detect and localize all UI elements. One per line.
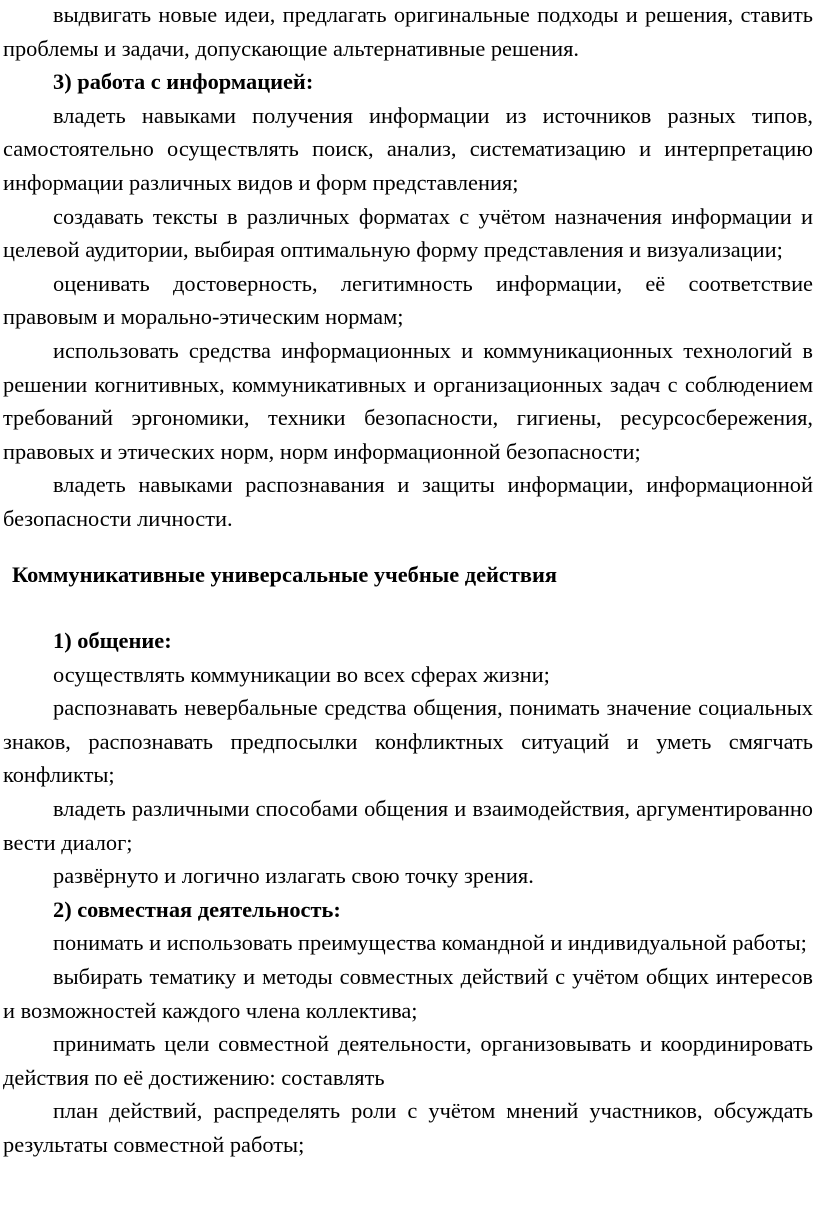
- spacer: [3, 591, 813, 624]
- section-title: Коммуникативные универсальные учебные действия: [12, 561, 557, 587]
- list-item: осуществлять коммуникации во всех сферах жизни;: [53, 661, 550, 687]
- list-item: владеть навыками получения информации из источников разных типов, самостоятельно осуществлять поиск, анализ, систематизацию и интерпретацию информации различных видов и форм представления;: [3, 102, 813, 195]
- list-item: создавать тексты в различных форматах с учётом назначения информации и целевой аудитории, выбирая оптимальную форму представления и визуализации;: [3, 203, 813, 263]
- list-item: владеть навыками распознавания и защиты информации, информационной безопасности личности.: [3, 472, 813, 531]
- heading-joint-activity: 2) совместная деятельность:: [53, 896, 341, 922]
- paragraph-intro: выдвигать новые идеи, предлагать оригинальные подходы и решения, ставить проблемы и задачи, допускающие альтернативные решения.: [3, 2, 813, 61]
- list-item: выбирать тематику и методы совместных действий с учётом общих интересов и возможностей каждого члена коллектива;: [3, 964, 813, 1023]
- heading-communication: 1) общение:: [53, 628, 172, 654]
- spacer: [3, 536, 813, 558]
- list-item: план действий, распределять роли с учётом мнений участников, обсуждать результаты совместной работы;: [3, 1098, 813, 1157]
- list-item: распознавать невербальные средства общения, понимать значение социальных знаков, распознавать предпосылки конфликтных ситуаций и уметь смягчать конфликты;: [3, 695, 813, 788]
- list-item: развёрнуто и логично излагать свою точку зрения.: [53, 863, 534, 889]
- heading-information-work: 3) работа с информацией:: [53, 69, 314, 95]
- list-item: оценивать достоверность, легитимность информации, её соответствие правовым и морально-этическим нормам;: [3, 270, 813, 330]
- list-item: использовать средства информационных и коммуникационных технологий в решении когнитивных, коммуникативных и организационных задач с соблюдением требований эргономики, техники безопасности, гигиены, ресурсосбережения, правовых и этических норм, норм информационной безопасности;: [3, 337, 813, 464]
- list-item: принимать цели совместной деятельности, организовывать и координировать действия по её достижению: составлять: [3, 1031, 813, 1090]
- list-item: владеть различными способами общения и взаимодействия, аргументированно вести диалог;: [3, 796, 813, 855]
- list-item: понимать и использовать преимущества командной и индивидуальной работы;: [53, 930, 807, 956]
